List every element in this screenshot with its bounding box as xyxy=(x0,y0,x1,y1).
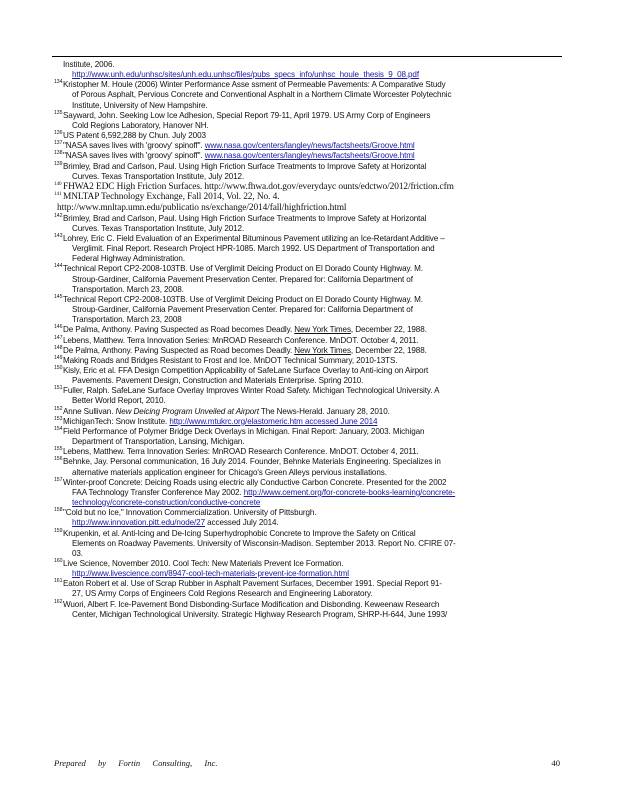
endnote-line xyxy=(63,254,574,264)
endnote-line xyxy=(63,80,574,90)
endnote xyxy=(54,60,574,80)
endnote-text: accessed July 2014. xyxy=(205,518,279,528)
endnote xyxy=(54,447,574,457)
endnote-text: , December 22, 1988. xyxy=(350,325,427,335)
endnote xyxy=(54,407,574,417)
endnote xyxy=(54,264,574,294)
endnote-line xyxy=(63,488,574,498)
endnote xyxy=(54,457,574,477)
publication-title: New Deicing Program Unveiled at Airport xyxy=(115,406,259,416)
endnote-number: 138 xyxy=(54,150,63,157)
endnote-line xyxy=(63,539,574,549)
publication-title: New York Times xyxy=(294,345,351,355)
endnote-number: 146 xyxy=(54,324,63,331)
endnote-line xyxy=(63,437,574,447)
header-rule xyxy=(52,56,562,57)
endnote-number: 159 xyxy=(54,527,63,534)
endnote-line xyxy=(63,529,574,539)
endnote-text: "NASA saves lives with 'groovy' spinoff". xyxy=(63,151,203,161)
endnote-number: 154 xyxy=(54,425,63,432)
endnote-line xyxy=(63,386,574,396)
endnote xyxy=(54,192,574,213)
endnote-line xyxy=(63,600,574,610)
endnote-text: Kisly, Eric et al. FFA Design Competition Applicability of SafeLane Surface Overlay to Anti-icing on Airport xyxy=(63,366,429,375)
endnote-text: Fuller, Ralph. SafeLane Surface Overlay Improves Winter Road Safety. Michigan Technological University. A xyxy=(63,386,440,396)
endnote xyxy=(54,600,574,620)
endnote-line xyxy=(63,417,574,427)
endnote-line xyxy=(63,589,574,599)
footer-prepared-by: Prepared by Fortin Consulting, Inc. xyxy=(54,758,218,768)
endnote-text: Brimley, Brad and Carlson, Paul. Using High Friction Surface Treatments to Improve Safety at Horizontal xyxy=(63,161,427,171)
endnote-number: 147 xyxy=(54,334,63,341)
endnote xyxy=(54,131,574,141)
endnote xyxy=(54,478,574,508)
endnote-text: US Patent 6,592,288 by Chun. July 2003 xyxy=(63,131,206,141)
endnote-line xyxy=(63,305,574,315)
endnote-line xyxy=(63,559,574,569)
reference-link[interactable]: technology/concrete-construction/conductive-concrete xyxy=(72,498,261,508)
endnote-text: Lebens, Matthew. Terra Innovation Series: MnROAD Research Conference. MnDOT. October 4, 2011. xyxy=(63,447,419,457)
endnote-text: http://www.mnltap.umn.edu/publicatio ns/exchange/2014/fall/highfriction.html xyxy=(57,203,347,214)
endnote-line xyxy=(63,224,574,234)
endnote xyxy=(54,386,574,406)
endnote-text: Curves. Texas Transportation Institute, July 2012. xyxy=(72,171,245,181)
endnote-line xyxy=(63,172,574,182)
endnote-line xyxy=(63,244,574,254)
endnote xyxy=(54,162,574,182)
endnote-number: 157 xyxy=(54,476,63,483)
endnote xyxy=(54,111,574,131)
endnote-text: Cold Regions Laboratory, Hanover NH. xyxy=(72,120,209,130)
endnote-line xyxy=(63,366,574,376)
endnote-line xyxy=(63,549,574,559)
endnote xyxy=(54,141,574,151)
endnote-text: MNLTAP Technology Exchange, Fall 2014, Vol. 22, No. 4. xyxy=(63,192,280,203)
endnote-number: 152 xyxy=(54,405,63,412)
endnote-line xyxy=(63,90,574,100)
endnote-number: 148 xyxy=(54,344,63,351)
endnote-text: Anne Sullivan. xyxy=(63,406,114,416)
endnote-number: 161 xyxy=(54,578,63,585)
endnote-line xyxy=(63,295,574,305)
endnote-text: Technical Report CP2-2008-103TB. Use of Verglimit Deicing Product on El Dorado County Highway. M. xyxy=(63,264,423,274)
endnote-text: Better World Report, 2010. xyxy=(72,396,166,406)
endnote xyxy=(54,346,574,356)
endnote-line xyxy=(63,192,574,203)
endnote xyxy=(54,427,574,447)
endnotes-list xyxy=(54,60,574,620)
endnote-text: Elements on Roadway Pavements. University of Wisconsin-Madison. September 2013. Report No. CFIRE 07- xyxy=(72,538,456,548)
endnote-text: Live Science, November 2010. Cool Tech: New Materials Prevent Ice Formation. xyxy=(63,558,344,568)
endnote-text: Verglimit. Final Report. Research Project HPR-1085. March 1992. US Department of Transportation and xyxy=(72,244,435,254)
endnote-text: Brimley, Brad and Carlson, Paul. Using High Friction Surface Treatments to Improve Safety at Horizontal xyxy=(63,213,427,223)
endnote-text: Wuori, Albert F. Ice-Pavement Bond Disbonding-Surface Modification and Disbonding. Keweenaw Research xyxy=(63,599,440,609)
reference-link[interactable]: http://www.livescience.com/8947-cool-tech-materials-prevent-ice-formation.html xyxy=(72,569,349,579)
reference-link[interactable]: http://www.innovation.pitt.edu/node/27 xyxy=(72,518,205,528)
endnote-line xyxy=(63,498,574,508)
reference-link[interactable]: http://www.cement.org/for-concrete-books-learning/concrete- xyxy=(243,487,456,497)
endnote-text: Sayward, John. Seeking Low Ice Adhesion, Special Report 79-11, April 1979. US Army Corp of Engineers xyxy=(63,110,431,120)
endnote-line xyxy=(63,457,574,467)
endnote-text: Curves. Texas Transportation Institute, July 2012. xyxy=(72,223,245,233)
reference-link[interactable]: www.nasa.gov/centers/langley/news/factsheets/Groove.html xyxy=(204,151,415,161)
endnote-text: Field Performance of Polymer Bridge Deck Overlays in Michigan. Final Report: January, 2003. Michigan xyxy=(63,426,425,436)
endnote-text: De Palma, Anthony. Paving Suspected as Road becomes Deadly. xyxy=(63,345,293,355)
endnote-line xyxy=(63,101,574,111)
endnote-number: 162 xyxy=(54,598,63,605)
endnote-line xyxy=(63,214,574,224)
endnote-text: FAA Technology Transfer Conference May 2002. xyxy=(72,487,242,497)
endnote-text: Winter-proof Concrete: Deicing Roads using electric ally Conductive Carbon Concrete. Presented for the 2002 xyxy=(63,477,447,487)
endnote-number: 140 xyxy=(54,180,62,187)
endnote-text: Krupenkin, et al. Anti-Icing and De-Icing Superhydrophobic Concrete to Improve the Safety on Critical xyxy=(63,528,416,538)
endnote-number: 135 xyxy=(54,109,63,116)
endnote-text: Stroup-Gardiner, California Pavement Preservation Center. Prepared for: California Department of xyxy=(72,305,413,315)
endnote-text: Lohrey, Eric C. Field Evaluation of an Experimental Bituminous Pavement utilizing an Ice-Retardant Additive – xyxy=(63,233,445,243)
endnote-text: De Palma, Anthony. Paving Suspected as Road becomes Deadly. xyxy=(63,325,293,335)
endnote-number: 160 xyxy=(54,557,63,564)
endnote-line xyxy=(63,285,574,295)
endnote-text: 27, US Army Corps of Engineers Cold Regions Research and Engineering Laboratory. xyxy=(72,589,373,599)
endnote-line xyxy=(63,447,574,457)
endnote-text: Kristopher M. Houle (2006) Winter Performance Asse ssment of Permeable Pavements: A Comparative Study xyxy=(63,80,446,90)
endnote-number: 142 xyxy=(54,212,63,219)
endnote xyxy=(54,529,574,559)
endnote-text: Behnke, Jay. Personal communication, 16 July 2014. Founder, Behnke Materials Engineering. Specializes in xyxy=(63,457,441,467)
endnote-number: 150 xyxy=(54,365,63,371)
endnote-line xyxy=(63,407,574,417)
endnote-text: FHWA2 EDC High Friction Surfaces. http://www.fhwa.dot.gov/everydayc ounts/edctwo/2012/friction.cfm xyxy=(63,181,454,192)
endnote-line xyxy=(63,141,574,151)
reference-link[interactable]: www.nasa.gov/centers/langley/news/factsheets/Groove.html xyxy=(204,141,415,151)
endnote-number: 149 xyxy=(54,354,63,361)
endnote xyxy=(54,417,574,427)
endnote-number: 151 xyxy=(54,385,63,392)
page-number: 40 xyxy=(551,758,560,768)
endnote-text: The News-Herald. January 28, 2010. xyxy=(258,406,390,416)
endnote-text: Technical Report CP2-2008-103TB. Use of Verglimit Deicing Product on El Dorado County Highway. M. xyxy=(63,294,423,304)
endnote-number: 134 xyxy=(54,79,63,86)
endnote-line xyxy=(63,336,574,346)
endnote-text: Center, Michigan Technological University. Strategic Highway Research Program, SHRP-H-644, June 1993/ xyxy=(72,609,448,619)
endnote xyxy=(54,295,574,325)
endnote-line xyxy=(63,610,574,620)
endnote-text: Eaton Robert et al. Use of Scrap Rubber in Asphalt Pavement Surfaces, December 1991. Special Report 91- xyxy=(63,579,442,589)
endnote-line xyxy=(63,468,574,478)
endnote xyxy=(54,579,574,599)
endnote-number: 139 xyxy=(54,160,63,167)
endnote-line xyxy=(63,356,574,366)
endnote-line xyxy=(63,234,574,244)
endnote xyxy=(54,366,574,386)
endnote-text: Institute, University of New Hampshire. xyxy=(72,100,208,110)
endnote-text: MichiganTech: Snow Institute. xyxy=(63,416,168,426)
endnote-line xyxy=(63,579,574,589)
page-footer xyxy=(54,758,560,768)
endnote-line xyxy=(63,70,574,80)
endnote-number: 136 xyxy=(54,130,63,137)
endnote-line xyxy=(63,182,574,193)
endnote-number: 155 xyxy=(54,446,63,453)
endnote-line xyxy=(63,396,574,406)
endnote xyxy=(54,559,574,579)
endnote-line xyxy=(63,275,574,285)
endnote xyxy=(54,325,574,335)
endnote-number: 141 xyxy=(54,191,62,198)
endnote-line xyxy=(63,376,574,386)
reference-link[interactable]: http://www.unh.edu/unhsc/sites/unh.edu.unhsc/files/pubs_specs_info/unhsc_houle_thesis_9_08.pdf xyxy=(72,70,419,80)
reference-link[interactable]: http://www.mtukrc.org/elastomeric.htm accessed June 2014 xyxy=(169,416,378,426)
endnote-text: "Cold but no Ice," Innovation Commercialization. University of Pittsburgh. xyxy=(63,508,317,518)
endnote-number: 153 xyxy=(54,415,63,422)
endnote-text: Institute, 2006. xyxy=(63,60,115,69)
endnote xyxy=(54,336,574,346)
endnote-text: , December 22, 1988. xyxy=(350,345,427,355)
endnote-line xyxy=(63,264,574,274)
endnote-line xyxy=(63,427,574,437)
endnote-line xyxy=(63,315,574,325)
endnote xyxy=(54,151,574,161)
endnote xyxy=(54,80,574,110)
endnote-number: 156 xyxy=(54,456,63,463)
endnote-text: Stroup-Gardiner, California Pavement Preservation Center. Prepared for: California Department of xyxy=(72,274,413,284)
endnote-number: 137 xyxy=(54,140,63,147)
publication-title: New York Times xyxy=(294,325,351,335)
endnote-line xyxy=(63,111,574,121)
endnote-number: 145 xyxy=(54,293,63,300)
endnote-text: Federal Highway Administration. xyxy=(72,254,185,264)
endnote-line xyxy=(63,162,574,172)
endnote-text: Making Roads and Bridges Resistant to Frost and Ice. MnDOT Technical Summary, 2010-13TS. xyxy=(63,355,398,365)
endnote-line xyxy=(63,346,574,356)
endnote-number: 144 xyxy=(54,263,63,270)
endnote-line xyxy=(63,131,574,141)
endnote-line xyxy=(63,151,574,161)
endnote-text: of Porous Asphalt, Pervious Concrete and Conventional Asphalt in a Northern Climate Worcester Polytechnic xyxy=(72,90,452,100)
endnote-line xyxy=(63,569,574,579)
endnote-text: Department of Transportation, Lansing, Michigan. xyxy=(72,437,245,447)
endnote xyxy=(54,508,574,528)
endnote-line xyxy=(63,121,574,131)
endnote xyxy=(54,234,574,264)
endnote-number: 158 xyxy=(54,507,63,514)
endnote-line xyxy=(63,518,574,528)
endnote-text: alternative materials application engineer for Chicago's Green Alleys pervious installations. xyxy=(72,467,387,477)
endnote-line xyxy=(63,478,574,488)
endnote-text: Pavements. Pavement Design, Construction and Materials Enterprise. Spring 2010. xyxy=(72,376,364,386)
endnote xyxy=(54,356,574,366)
endnote xyxy=(54,214,574,234)
endnote-line xyxy=(63,60,574,70)
endnote-line xyxy=(63,508,574,518)
endnote-number: 143 xyxy=(54,232,63,239)
endnote-line xyxy=(63,325,574,335)
endnote-text: "NASA saves lives with 'groovy' spinoff". xyxy=(63,141,203,151)
endnote-text: Transportation. March 23, 2008 xyxy=(72,315,182,325)
endnote-text: Transportation. March 23, 2008. xyxy=(72,284,184,294)
endnote xyxy=(54,182,574,193)
endnote-text: Lebens, Matthew. Terra Innovation Series: MnROAD Research Conference. MnDOT. October 4, 2011. xyxy=(63,335,419,345)
endnote-line xyxy=(57,203,574,214)
endnote-text: 03. xyxy=(72,548,83,558)
